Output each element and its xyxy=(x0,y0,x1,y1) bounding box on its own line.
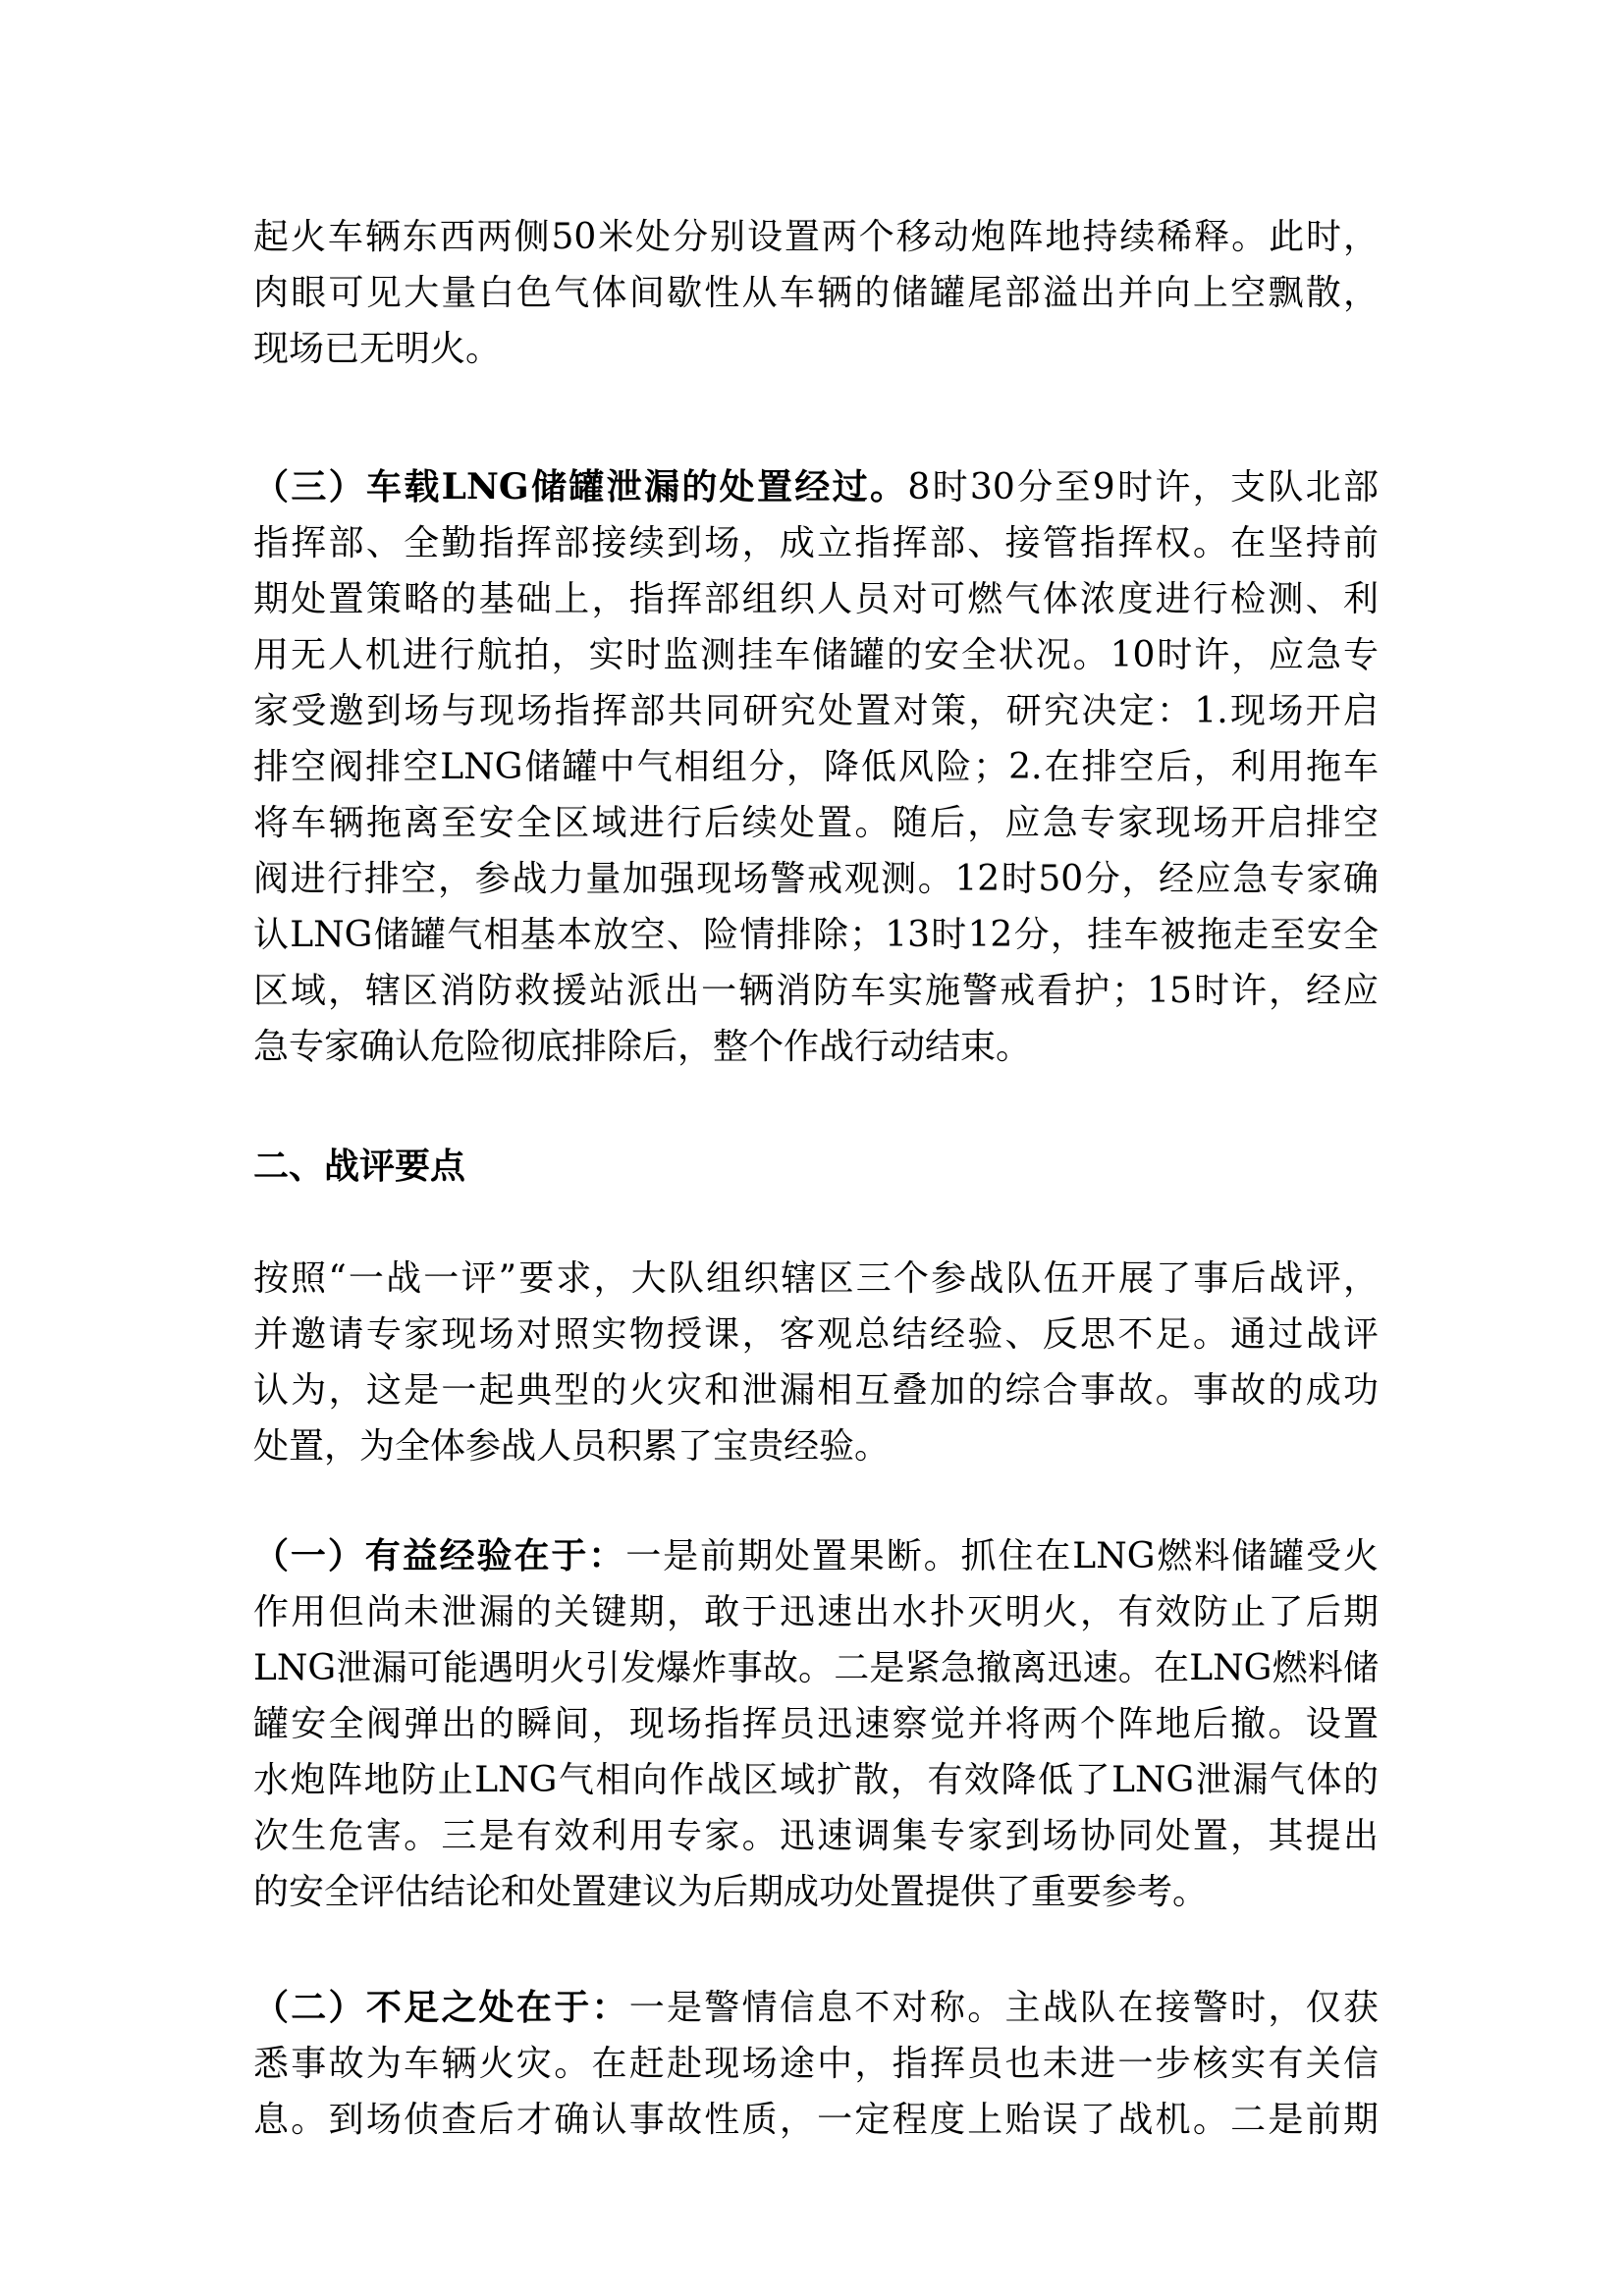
subsection-three-line: 期处置策略的基础上，指挥部组织人员对可燃气体浓度进行检测、利 xyxy=(253,579,1379,619)
section-two-line: 认为，这是一起典型的火灾和泄漏相互叠加的综合事故。事故的成功 xyxy=(253,1370,1379,1411)
section-two-heading: 二、战评要点 xyxy=(253,1146,466,1187)
subsection-one-text: 一是前期处置果断。抓住在LNG燃料储罐受火 xyxy=(625,1536,1379,1576)
subsection-three-line: 认LNG储罐气相基本放空、险情排除；13时12分，挂车被拖走至安全 xyxy=(253,915,1379,955)
paragraph-subsection-one xyxy=(253,1528,1379,1920)
subsection-three-line: 将车辆拖离至安全区域进行后续处置。随后，应急专家现场开启排空 xyxy=(253,803,1379,843)
subsection-one-line: 次生危害。三是有效利用专家。迅速调集专家到场协同处置，其提出 xyxy=(253,1816,1379,1856)
subsection-three-line: 阀进行排空，参战力量加强现场警戒观测。12时50分，经应急专家确 xyxy=(253,859,1379,899)
subsection-one-line: 作用但尚未泄漏的关键期，敢于迅速出水扑灭明火，有效防止了后期 xyxy=(253,1592,1379,1632)
subsection-one-line xyxy=(253,1528,1379,1584)
subsection-three-text: 8时30分至9时许，支队北部 xyxy=(907,467,1379,507)
subsection-three-line: 家受邀到场与现场指挥部共同研究处置对策，研究决定：1.现场开启 xyxy=(253,691,1379,731)
subsection-three-line: 用无人机进行航拍，实时监测挂车储罐的安全状况。10时许，应急专 xyxy=(253,635,1379,675)
section-two-line: 处置，为全体参战人员积累了宝贵经验。 xyxy=(253,1426,891,1467)
paragraph-subsection-two xyxy=(253,1980,1379,2148)
section-two-line: 按照“一战一评”要求，大队组织辖区三个参战队伍开展了事后战评， xyxy=(253,1258,1379,1299)
section-two-line: 并邀请专家现场对照实物授课，客观总结经验、反思不足。通过战评 xyxy=(253,1314,1379,1355)
subsection-three-line xyxy=(253,459,1379,515)
subsection-one-line: 的安全评估结论和处置建议为后期成功处置提供了重要参考。 xyxy=(253,1872,1209,1912)
subsection-three-line: 指挥部、全勤指挥部接续到场，成立指挥部、接管指挥权。在坚持前 xyxy=(253,523,1379,563)
paragraph-section-two-intro xyxy=(253,1251,1379,1474)
subsection-one-line: 水炮阵地防止LNG气相向作战区域扩散，有效降低了LNG泄漏气体的 xyxy=(253,1760,1379,1800)
subsection-two-heading: （二）不足之处在于： xyxy=(253,1987,629,2028)
paragraph-continuation xyxy=(253,209,1379,377)
subsection-three-heading: （三）车载LNG储罐泄漏的处置经过。 xyxy=(253,466,908,507)
subsection-one-line: 罐安全阀弹出的瞬间，现场指挥员迅速察觉并将两个阵地后撤。设置 xyxy=(253,1704,1379,1744)
subsection-two-line: 息。到场侦查后才确认事故性质，一定程度上贻误了战机。二是前期 xyxy=(253,2100,1379,2140)
subsection-three-line: 急专家确认危险彻底排除后，整个作战行动结束。 xyxy=(253,1027,1032,1067)
subsection-three-line: 区域，辖区消防救援站派出一辆消防车实施警戒看护；15时许，经应 xyxy=(253,971,1379,1011)
subsection-one-line: LNG泄漏可能遇明火引发爆炸事故。二是紧急撤离迅速。在LNG燃料储 xyxy=(253,1648,1379,1688)
continuation-line: 肉眼可见大量白色气体间歇性从车辆的储罐尾部溢出并向上空飘散， xyxy=(253,273,1379,313)
continuation-line: 起火车辆东西两侧50米处分别设置两个移动炮阵地持续稀释。此时， xyxy=(253,217,1379,257)
continuation-line: 现场已无明火。 xyxy=(253,329,502,369)
subsection-two-text: 一是警情信息不对称。主战队在接警时，仅获 xyxy=(628,1988,1379,2028)
subsection-three-line: 排空阀排空LNG储罐中气相组分，降低风险；2.在排空后，利用拖车 xyxy=(253,747,1379,787)
subsection-two-line xyxy=(253,1980,1379,2036)
subsection-two-line: 悉事故为车辆火灾。在赶赴现场途中，指挥员也未进一步核实有关信 xyxy=(253,2044,1379,2084)
paragraph-subsection-three xyxy=(253,459,1379,1075)
section-two-heading-block xyxy=(253,1139,1379,1195)
subsection-one-heading: （一）有益经验在于： xyxy=(253,1535,626,1576)
